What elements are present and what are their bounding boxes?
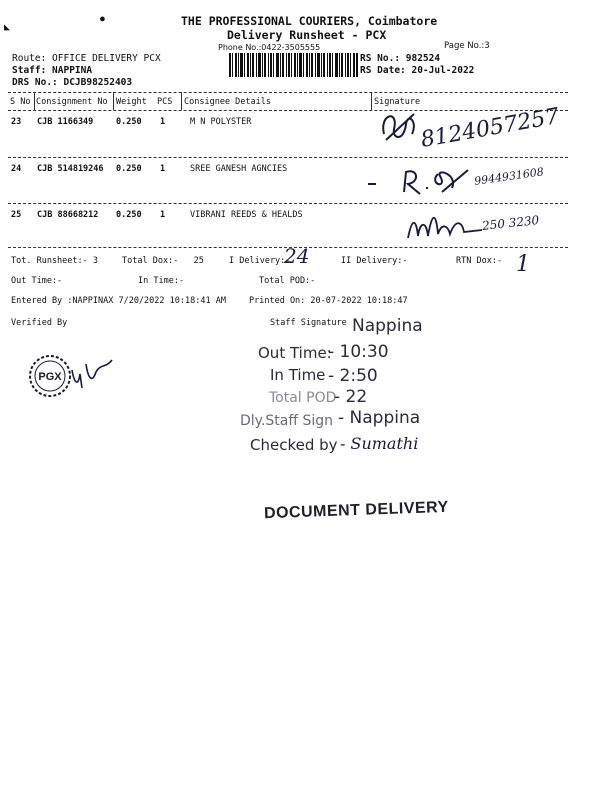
verified-by: Verified By [11, 318, 68, 328]
out-time: Out Time:- [11, 276, 63, 286]
hw-total-pod-value: - 22 [334, 387, 368, 407]
row-pcs: 1 [160, 164, 166, 174]
hw-staff-sign-value: - Nappina [338, 408, 421, 428]
row-sno: 24 [11, 164, 22, 174]
hw-in-time-value: - 2:50 [328, 366, 378, 386]
total-pod: Total POD:- [259, 276, 316, 286]
staff: Staff: NAPPINA [12, 65, 93, 76]
row-signature-number: 250 3230 [481, 213, 540, 233]
row-rule [8, 203, 568, 204]
ii-delivery: II Delivery:- [341, 256, 408, 266]
staff-signature-label: Staff Signature [270, 318, 347, 328]
row-weight: 0.250 [116, 117, 142, 127]
rtn-dox: RTN Dox:- [456, 256, 503, 266]
entered-by: Entered By :NAPPINAX 7/20/2022 10:18:41 AM [11, 296, 226, 306]
col-sep-4 [371, 92, 372, 110]
document-delivery-stamp: DOCUMENT DELIVERY [263, 498, 450, 523]
col-header-signature: Signature [374, 97, 421, 107]
route: Route: OFFICE DELIVERY PCX [12, 53, 161, 64]
rtn-dox-handwritten: 1 [516, 252, 530, 277]
table-header-rule [8, 110, 568, 111]
row-signature-number: 9944931608 [473, 165, 545, 188]
hw-out-time-value: - 10:30 [328, 342, 389, 362]
dot-mark: ● [100, 14, 105, 23]
total-dox: Total Dox:- 25 [122, 256, 204, 266]
phone-number: Phone No.:0422-3505555 [218, 43, 321, 52]
drs-number: DRS No.: DCJB98252403 [12, 77, 133, 88]
printed-on: Printed On: 20-07-2022 10:18:47 [249, 296, 408, 306]
signature-scribble-1 [374, 104, 424, 148]
col-header-consignment: Consignment No [36, 97, 108, 107]
company-name: THE PROFESSIONAL COURIERS, Coimbatore [181, 14, 438, 28]
hw-checked-by-value: - Sumathi [340, 434, 419, 453]
col-header-pcs: PCS [157, 97, 173, 107]
hw-out-time-label: Out Time: [258, 344, 332, 362]
row-consignment: CJB 514819246 [37, 164, 104, 174]
i-delivery-handwritten: 24 [284, 244, 310, 268]
row-pcs: 1 [160, 117, 166, 127]
hw-total-pod-label: Total POD [269, 390, 337, 406]
row-consignee: SREE GANESH AGNCIES [190, 164, 288, 174]
rs-number: RS No.: 982524 [360, 53, 441, 64]
col-sep-1 [34, 92, 35, 110]
col-sep-2 [113, 92, 114, 110]
row-sno: 25 [11, 210, 22, 220]
signature-scribble-2 [368, 164, 478, 200]
barcode [229, 53, 358, 77]
rs-date: RS Date: 20-Jul-2022 [360, 65, 475, 76]
hw-in-time-label: In Time [270, 366, 326, 384]
staff-signature-handwritten: Nappina [352, 316, 423, 336]
in-time: In Time:- [138, 276, 185, 286]
row-consignee: M N POLYSTER [190, 117, 252, 127]
row-sno: 23 [11, 117, 22, 127]
row-weight: 0.250 [116, 210, 142, 220]
col-header-weight: Weight [116, 97, 147, 107]
page-number: Page No.:3 [444, 41, 490, 51]
col-header-sno: S No [10, 97, 31, 107]
signature-scribble-3 [406, 208, 486, 244]
hw-staff-sign-label: Dly.Staff Sign [240, 413, 333, 429]
document-title: Delivery Runsheet - PCX [227, 28, 387, 42]
col-header-consignee: Consignee Details [184, 97, 271, 107]
table-top-rule [8, 92, 568, 93]
row-weight: 0.250 [116, 164, 142, 174]
row-signature-number: 8124057257 [418, 104, 562, 153]
row-consignment: CJB 88668212 [37, 210, 99, 220]
corner-mark: ◣ [4, 22, 11, 33]
row-consignee: VIBRANI REEDS & HEALDS [190, 210, 303, 220]
total-runsheet: Tot. Runsheet:- 3 [11, 256, 98, 266]
pgx-seal-text: PGX [38, 371, 62, 383]
row-consignment: CJB 1166349 [37, 117, 94, 127]
pgx-seal [28, 350, 124, 406]
i-delivery: I Delivery:- [229, 256, 291, 266]
col-sep-3 [181, 92, 182, 110]
row-pcs: 1 [160, 210, 166, 220]
row-rule [8, 157, 568, 158]
hw-checked-by-label: Checked by [250, 436, 338, 454]
